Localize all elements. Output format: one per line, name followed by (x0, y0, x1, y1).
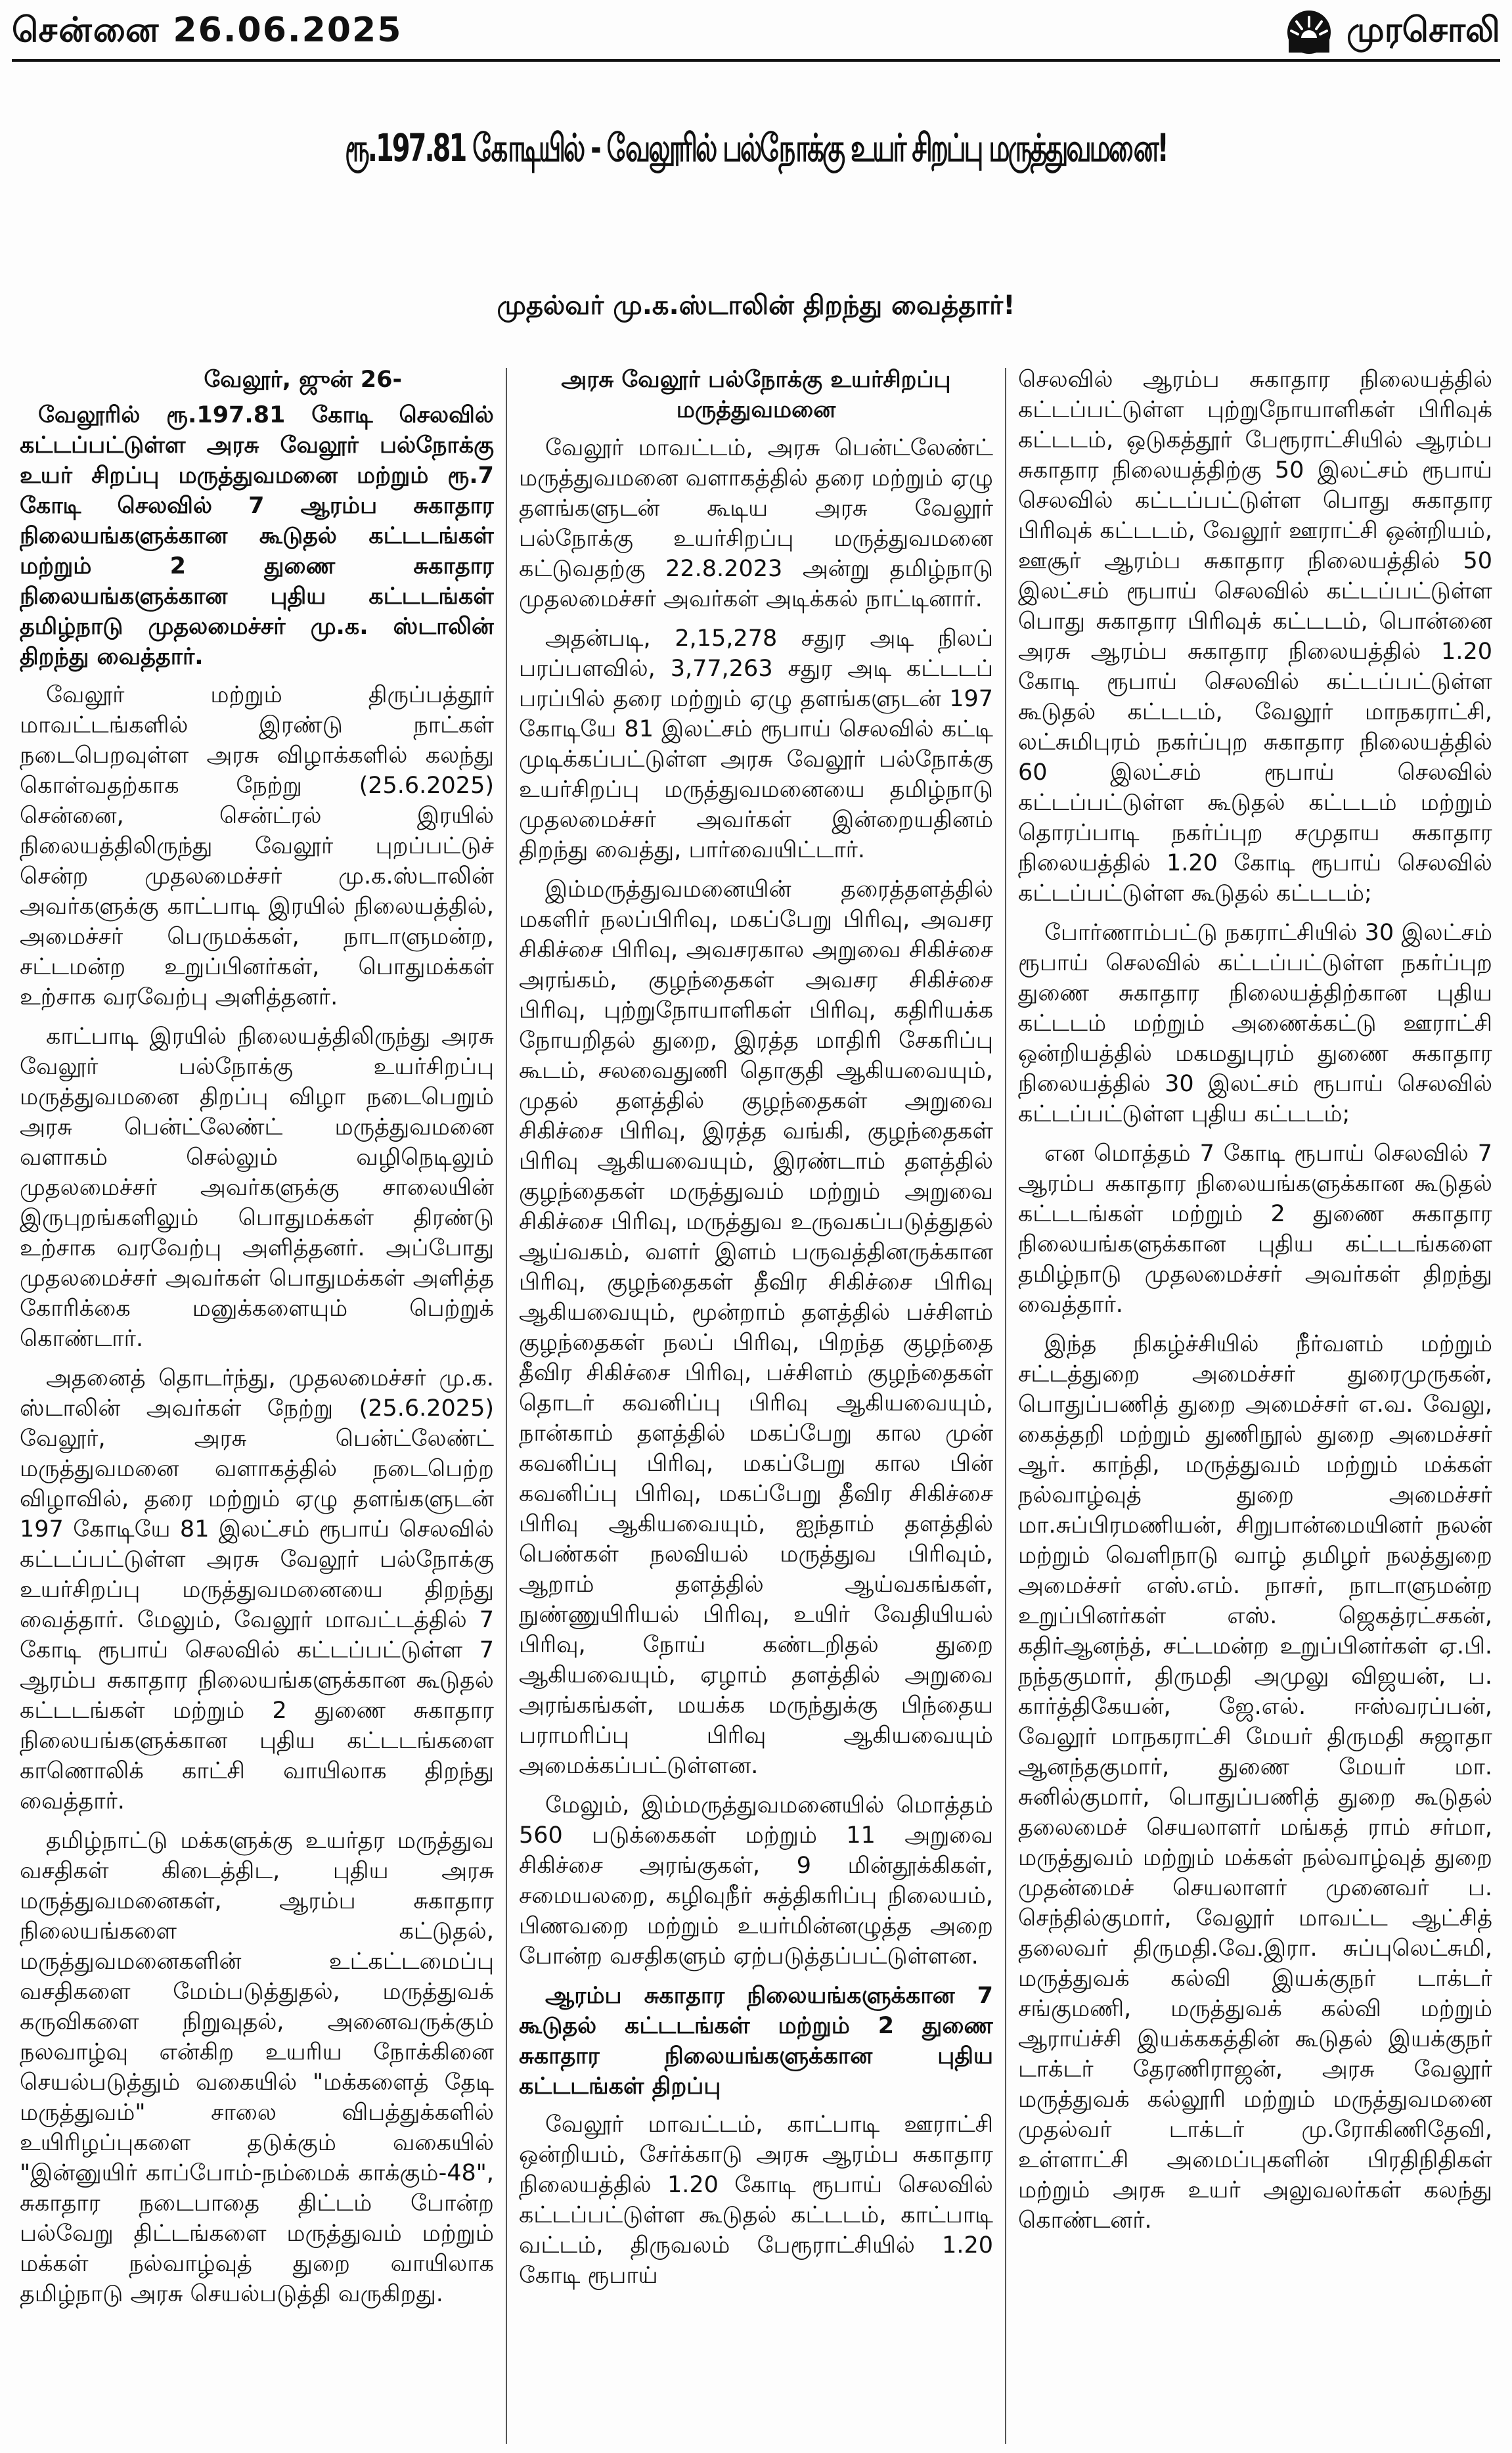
paragraph: போர்ணாம்பட்டு நகராட்சியில் 30 இலட்சம் ரூபாய் செலவில் கட்டப்பட்டுள்ள நகர்ப்புற துணை சுகாதார நிலையத்திற்கான புதிய கட்டடம் மற்றும் அணைக்கட்டு ஊராட்சி ஒன்றியத்தில் மகமதுபுரம் துணை சுகாதார நிலையத்தில் 30 இலட்சம் ரூபாய் செலவில் கட்டப்பட்டுள்ள புதிய கட்டடம்; (1018, 920, 1492, 1127)
column-divider (506, 368, 507, 2444)
paragraph: என மொத்தம் 7 கோடி ரூபாய் செலவில் 7 ஆரம்ப சுகாதார நிலையங்களுக்கான கூடுதல் கட்டடங்கள் மற்றும் 2 துணை சுகாதார நிலையங்களுக்கான புதிய கட்டடங்களை தமிழ்நாடு முதலமைச்சர் அவர்கள் திறந்து வைத்தார். (1018, 1140, 1492, 1318)
masthead (1286, 9, 1500, 55)
article-dateline: வேலூர், ஜுன் 26- (204, 367, 402, 393)
article-column-3 (1018, 365, 1492, 2441)
headline: ரூ.197.81 கோடியில் - வேலூரில் பல்நோக்கு உயர் சிறப்பு மருத்துவமனை! (345, 126, 1167, 171)
paragraph: செலவில் ஆரம்ப சுகாதார நிலையத்தில் கட்டப்பட்டுள்ள புற்றுநோயாளிகள் பிரிவுக் கட்டடம், ஒடுகத்தூர் பேரூராட்சியில் ஆரம்ப சுகாதார நிலையத்திற்கு 50 இலட்சம் ரூபாய் செலவில் கட்டப்பட்டுள்ள பொது சுகாதார பிரிவுக் கட்டடம், வேலூர் ஊராட்சி ஒன்றியம், ஊசூர் ஆரம்ப சுகாதார நிலையத்தில் 50 இலட்சம் ரூபாய் செலவில் கட்டப்பட்டுள்ள பொது சுகாதார பிரிவுக் கட்டடம், பொன்னை அரசு ஆரம்ப சுகாதார நிலையத்தில் 1.20 கோடி ரூபாய் செலவில் கட்டப்பட்டுள்ள கூடுதல் கட்டடம், வேலூர் மாநகராட்சி, லட்சுமிபுரம் நகர்ப்புற சுகாதார நிலையத்தில் 60 இலட்சம் ரூபாய் செலவில் கட்டப்பட்டுள்ள கூடுதல் கட்டடம் மற்றும் தொரப்பாடி நகர்ப்புற சமுதாய சுகாதார நிலையத்தில் 1.20 கோடி ரூபாய் செலவில் கட்டப்பட்டுள்ள கூடுதல் கட்டடம்; (1018, 367, 1492, 907)
paragraph: காட்பாடி இரயில் நிலையத்திலிருந்து அரசு வேலூர் பல்நோக்கு உயர்சிறப்பு மருத்துவமனை திறப்பு விழா நடைபெறும் அரசு பென்ட்லேண்ட் மருத்துவமனை வளாகம் செல்லும் வழிநெடிலும் முதலமைச்சர் அவர்களுக்கு சாலையின் இருபுறங்களிலும் பொதுமக்கள் திரண்டு உற்சாக வரவேற்பு அளித்தனர். அப்போது முதலமைச்சர் அவர்கள் பொதுமக்கள் அளித்த கோரிக்கை மனுக்களையும் பெற்றுக் கொண்டார். (20, 1024, 494, 1352)
article-column-1 (20, 365, 494, 2441)
paragraph: வேலூர் மாவட்டம், அரசு பென்ட்லேண்ட் மருத்துவமனை வளாகத்தில் தரை மற்றும் ஏழு தளங்களுடன் கூடிய அரசு வேலூர் பல்நோக்கு உயர்சிறப்பு மருத்துவமனை கட்டுவதற்கு 22.8.2023 அன்று தமிழ்நாடு முதலமைச்சர் அவர்கள் அடிக்கல் நாட்டினார். (519, 435, 993, 612)
paragraph: மேலும், இம்மருத்துவமனையில் மொத்தம் 560 படுக்கைகள் மற்றும் 11 அறுவை சிகிச்சை அரங்குகள், 9 மின்தூக்கிகள், சமையலறை, கழிவுநீர் சுத்திகரிப்பு நிலையம், பிணவறை மற்றும் உயர்மின்னழுத்த அறை போன்ற வசதிகளும் ஏற்படுத்தப்பட்டுள்ளன. (519, 1792, 993, 1969)
edition-dateline: சென்னை 26.06.2025 (12, 11, 403, 50)
paragraph: இந்த நிகழ்ச்சியில் நீர்வளம் மற்றும் சட்டத்துறை அமைச்சர் துரைமுருகன், பொதுப்பணித் துறை அமைச்சர் எ.வ. வேலு, கைத்தறி மற்றும் துணிநூல் துறை அமைச்சர் ஆர். காந்தி, மருத்துவம் மற்றும் மக்கள் நல்வாழ்வுத் துறை அமைச்சர் மா.சுப்பிரமணியன், சிறுபான்மையினர் நலன் மற்றும் வெளிநாடு வாழ் தமிழர் நலத்துறை அமைச்சர் எஸ்.எம். நாசர், நாடாளுமன்ற உறுப்பினர்கள் எஸ். ஜெகத்ரட்சகன், கதிர்ஆனந்த், சட்டமன்ற உறுப்பினர்கள் ஏ.பி. நந்தகுமார், திருமதி அமுலு விஜயன், ப. கார்த்திகேயன், ஜே.எல். ஈஸ்வரப்பன், வேலூர் மாநகராட்சி மேயர் திருமதி சுஜாதா ஆனந்தகுமார், துணை மேயர் மா. சுனில்குமார், பொதுப்பணித் துறை கூடுதல் தலைமைச் செயலாளர் மங்கத் ராம் சர்மா, மருத்துவம் மற்றும் மக்கள் நல்வாழ்வுத் துறை முதன்மைச் செயலாளர் முனைவர் ப. செந்தில்குமார், வேலூர் மாவட்ட ஆட்சித் தலைவர் திருமதி.வே.இரா. சுப்புலெட்சுமி, மருத்துவக் கல்வி இயக்குநர் டாக்டர் சங்குமணி, மருத்துவக் கல்வி மற்றும் ஆராய்ச்சி இயக்ககத்தின் கூடுதல் இயக்குநர் டாக்டர் தேரணிராஜன், அரசு வேலூர் மருத்துவக் கல்லூரி மற்றும் மருத்துவமனை முதல்வர் டாக்டர் மு.ரோகிணிதேவி, உள்ளாட்சி அமைப்புகளின் பிரதிநிதிகள் மற்றும் அரசு உயர் அலுவலர்கள் கலந்து கொண்டனர். (1018, 1331, 1492, 2234)
top-bar (12, 8, 1500, 62)
paragraph: இம்மருத்துவமனையின் தரைத்தளத்தில் மகளிர் நலப்பிரிவு, மகப்பேறு பிரிவு, அவசர சிகிச்சை பிரிவு, அவசரகால அறுவை சிகிச்சை அரங்கம், குழந்தைகள் அவசர சிகிச்சை பிரிவு, புற்றுநோயாளிகள் பிரிவு, கதிரியக்க நோயறிதல் துறை, இரத்த மாதிரி சேகரிப்பு கூடம், சலவைதுணி தொகுதி ஆகியவையும், முதல் தளத்தில் குழந்தைகள் அறுவை சிகிச்சை பிரிவு, இரத்த வங்கி, குழந்தைகள் பிரிவு ஆகியவையும், இரண்டாம் தளத்தில் குழந்தைகள் மருத்துவம் மற்றும் அறுவை சிகிச்சை பிரிவு, மருத்துவ உருவகப்படுத்துதல் ஆய்வகம், வளர் இளம் பருவத்தினருக்கான பிரிவு, குழந்தைகள் தீவிர சிகிச்சை பிரிவு ஆகியவையும், மூன்றாம் தளத்தில் பச்சிளம் குழந்தைகள் நலப் பிரிவு, பிறந்த குழந்தை தீவிர சிகிச்சை பிரிவு, பச்சிளம் குழந்தைகள் தொடர் கவனிப்பு பிரிவு ஆகியவையும், நான்காம் தளத்தில் மகப்பேறு கால முன் கவனிப்பு பிரிவு, மகப்பேறு கால பின் கவனிப்பு பிரிவு, மகப்பேறு தீவிர சிகிச்சை பிரிவு ஆகியவையும், ஐந்தாம் தளத்தில் பெண்கள் நலவியல் மருத்துவ பிரிவும், ஆறாம் தளத்தில் ஆய்வகங்கள், நுண்ணுயிரியல் பிரிவு, உயிர் வேதியியல் பிரிவு, நோய் கண்டறிதல் துறை ஆகியவையும், ஏழாம் தளத்தில் அறுவை அரங்கங்கள், மயக்க மருந்துக்கு பிந்தைய பராமரிப்பு பிரிவு ஆகியவையும் அமைக்கப்பட்டுள்ளன. (519, 876, 993, 1779)
newspaper-name: முரசொலி (1346, 10, 1500, 50)
article-lead: வேலூரில் ரூ.197.81 கோடி செலவில் கட்டப்பட்டுள்ள அரசு வேலூர் பல்நோக்கு உயர் சிறப்பு மருத்துவமனை மற்றும் ரூ.7 கோடி செலவில் 7 ஆரம்ப சுகாதார நிலையங்களுக்கான கூடுதல் கட்டடங்கள் மற்றும் 2 துணை சுகாதார நிலையங்களுக்கான புதிய கட்டடங்கள் தமிழ்நாடு முதலமைச்சர் மு.க. ஸ்டாலின் திறந்து வைத்தார். (20, 402, 494, 670)
paragraph: வேலூர் மற்றும் திருப்பத்தூர் மாவட்டங்களில் இரண்டு நாட்கள் நடைபெறவுள்ள அரசு விழாக்களில் கலந்து கொள்வதற்காக நேற்று (25.6.2025) சென்னை, சென்ட்ரல் இரயில் நிலையத்திலிருந்து வேலூர் புறப்பட்டுச் சென்ற முதலமைச்சர் மு.க.ஸ்டாலின் அவர்களுக்கு காட்பாடி இரயில் நிலையத்தில், அமைச்சர் பெருமக்கள், நாடாளுமன்ற, சட்டமன்ற உறுப்பினர்கள், பொதுமக்கள் உற்சாக வரவேற்பு அளித்தனர். (20, 682, 494, 1010)
subheadline: முதல்வர் மு.க.ஸ்டாலின் திறந்து வைத்தார்! (497, 290, 1015, 321)
paragraph: அதனைத் தொடர்ந்து, முதலமைச்சர் மு.க. ஸ்டாலின் அவர்கள் நேற்று (25.6.2025) வேலூர், அரசு பென்ட்லேண்ட் மருத்துவமனை வளாகத்தில் நடைபெற்ற விழாவில், தரை மற்றும் ஏழு தளங்களுடன் 197 கோடியே 81 இலட்சம் ரூபாய் செலவில் கட்டப்பட்டுள்ள அரசு வேலூர் பல்நோக்கு உயர்சிறப்பு மருத்துவமனையை திறந்து வைத்தார். மேலும், வேலூர் மாவட்டத்தில் 7 கோடி ரூபாய் செலவில் கட்டப்பட்டுள்ள 7 ஆரம்ப சுகாதார நிலையங்களுக்கான கூடுதல் கட்டடங்கள் மற்றும் 2 துணை சுகாதார நிலையங்களுக்கான புதிய கட்டடங்களை காணொலிக் காட்சி வாயிலாக திறந்து வைத்தார். (20, 1365, 494, 1814)
article-column-2 (519, 365, 993, 2441)
paragraph: வேலூர் மாவட்டம், காட்பாடி ஊராட்சி ஒன்றியம், சேர்க்காடு அரசு ஆரம்ப சுகாதார நிலையத்தில் 1.20 கோடி ரூபாய் செலவில் கட்டப்பட்டுள்ள கூடுதல் கட்டடம், காட்பாடி வட்டம், திருவலம் பேரூராட்சியில் 1.20 கோடி ரூபாய் (519, 2111, 993, 2289)
section-subhead: ஆரம்ப சுகாதார நிலையங்களுக்கான 7 கூடுதல் கட்டடங்கள் மற்றும் 2 துணை சுகாதார நிலையங்களுக்கான புதிய கட்டடங்கள் திறப்பு (519, 1983, 993, 2100)
column-divider (1005, 368, 1006, 2444)
paragraph: தமிழ்நாட்டு மக்களுக்கு உயர்தர மருத்துவ வசதிகள் கிடைத்திட, புதிய அரசு மருத்துவமனைகள், ஆரம்ப சுகாதார நிலையங்களை கட்டுதல், மருத்துவமனைகளின் உட்கட்டமைப்பு வசதிகளை மேம்படுத்துதல், மருத்துவக் கருவிகளை நிறுவுதல், அனைவருக்கும் நலவாழ்வு என்கிற உயரிய நோக்கினை செயல்படுத்தும் வகையில் "மக்களைத் தேடி மருத்துவம்" சாலை விபத்துக்களில் உயிரிழப்புகளை தடுக்கும் வகையில் "இன்னுயிர் காப்போம்-நம்மைக் காக்கும்-48", சுகாதார நடைபாதை திட்டம் போன்ற பல்வேறு திட்டங்களை மருத்துவம் மற்றும் மக்கள் நல்வாழ்வுத் துறை வாயிலாக தமிழ்நாடு அரசு செயல்படுத்தி வருகிறது. (20, 1828, 494, 2307)
paragraph: அதன்படி, 2,15,278 சதுர அடி நிலப் பரப்பளவில், 3,77,263 சதுர அடி கட்டடப் பரப்பில் தரை மற்றும் ஏழு தளங்களுடன் 197 கோடியே 81 இலட்சம் ரூபாய் செலவில் கட்டி முடிக்கப்பட்டுள்ள அரசு வேலூர் பல்நோக்கு உயர்சிறப்பு மருத்துவமனையை தமிழ்நாடு முதலமைச்சர் அவர்கள் இன்றையதினம் திறந்து வைத்து, பார்வையிட்டார். (519, 625, 993, 863)
rising-sun-emblem-icon (1286, 9, 1332, 55)
section-subhead: அரசு வேலூர் பல்நோக்கு உயர்சிறப்பு மருத்துவமனை (561, 367, 951, 423)
